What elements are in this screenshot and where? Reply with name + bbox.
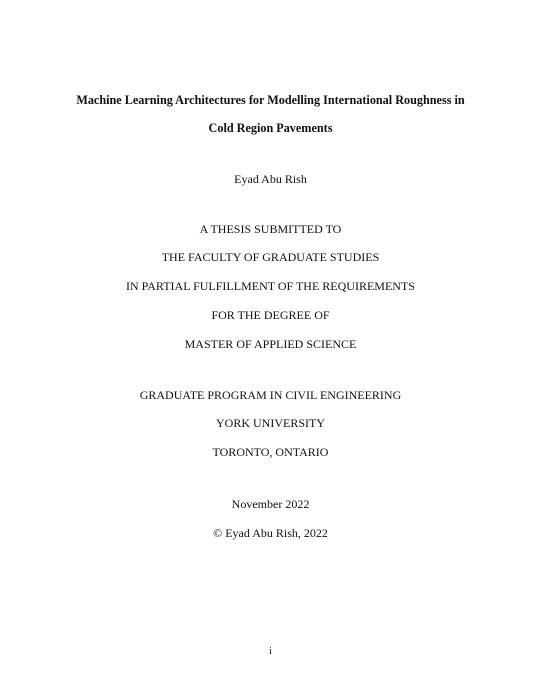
submission-line-4: FOR THE DEGREE OF — [211, 308, 330, 322]
copyright-notice: © Eyad Abu Rish, 2022 — [213, 526, 328, 540]
program-line-3: TORONTO, ONTARIO — [212, 445, 329, 459]
submission-line-3: IN PARTIAL FULFILLMENT OF THE REQUIREMENTS — [126, 279, 415, 293]
submission-line-5: MASTER OF APPLIED SCIENCE — [184, 337, 357, 351]
author-name: Eyad Abu Rish — [234, 172, 307, 186]
program-line-1: GRADUATE PROGRAM IN CIVIL ENGINEERING — [139, 388, 402, 402]
program-line-2: YORK UNIVERSITY — [216, 416, 325, 430]
submission-date: November 2022 — [231, 497, 310, 511]
page-number: i — [269, 646, 272, 657]
thesis-title-line-1: Machine Learning Architectures for Modelling International Roughness in — [76, 93, 465, 107]
submission-line-2: THE FACULTY OF GRADUATE STUDIES — [161, 250, 380, 264]
submission-line-1: A THESIS SUBMITTED TO — [199, 222, 342, 236]
thesis-title-line-2: Cold Region Pavements — [208, 121, 333, 135]
